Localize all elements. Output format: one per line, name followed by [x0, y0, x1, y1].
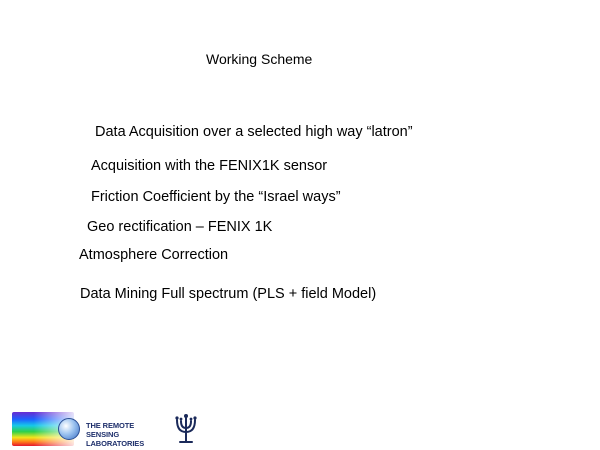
lab-name [86, 421, 166, 448]
lab-name-line2: LABORATORIES [86, 439, 145, 448]
lab-name-line1: THE REMOTE SENSING [86, 421, 135, 439]
scheme-item-data-acquisition: Data Acquisition over a selected high way “latron” [95, 124, 413, 140]
scheme-item-friction-coefficient: Friction Coefficient by the “Israel ways” [91, 189, 341, 205]
menorah-emblem-icon [172, 412, 200, 446]
scheme-item-sensor-acquisition: Acquisition with the FENIX1K sensor [91, 158, 328, 174]
scheme-item-geo-rectification: Geo rectification – FENIX 1K [87, 219, 273, 235]
slide-title: Working Scheme [206, 51, 313, 67]
globe-icon [58, 418, 80, 440]
footer-logos [12, 412, 202, 446]
scheme-item-data-mining: Data Mining Full spectrum (PLS + field Model) [80, 286, 377, 302]
scheme-item-atmosphere-correction: Atmosphere Correction [79, 247, 229, 263]
